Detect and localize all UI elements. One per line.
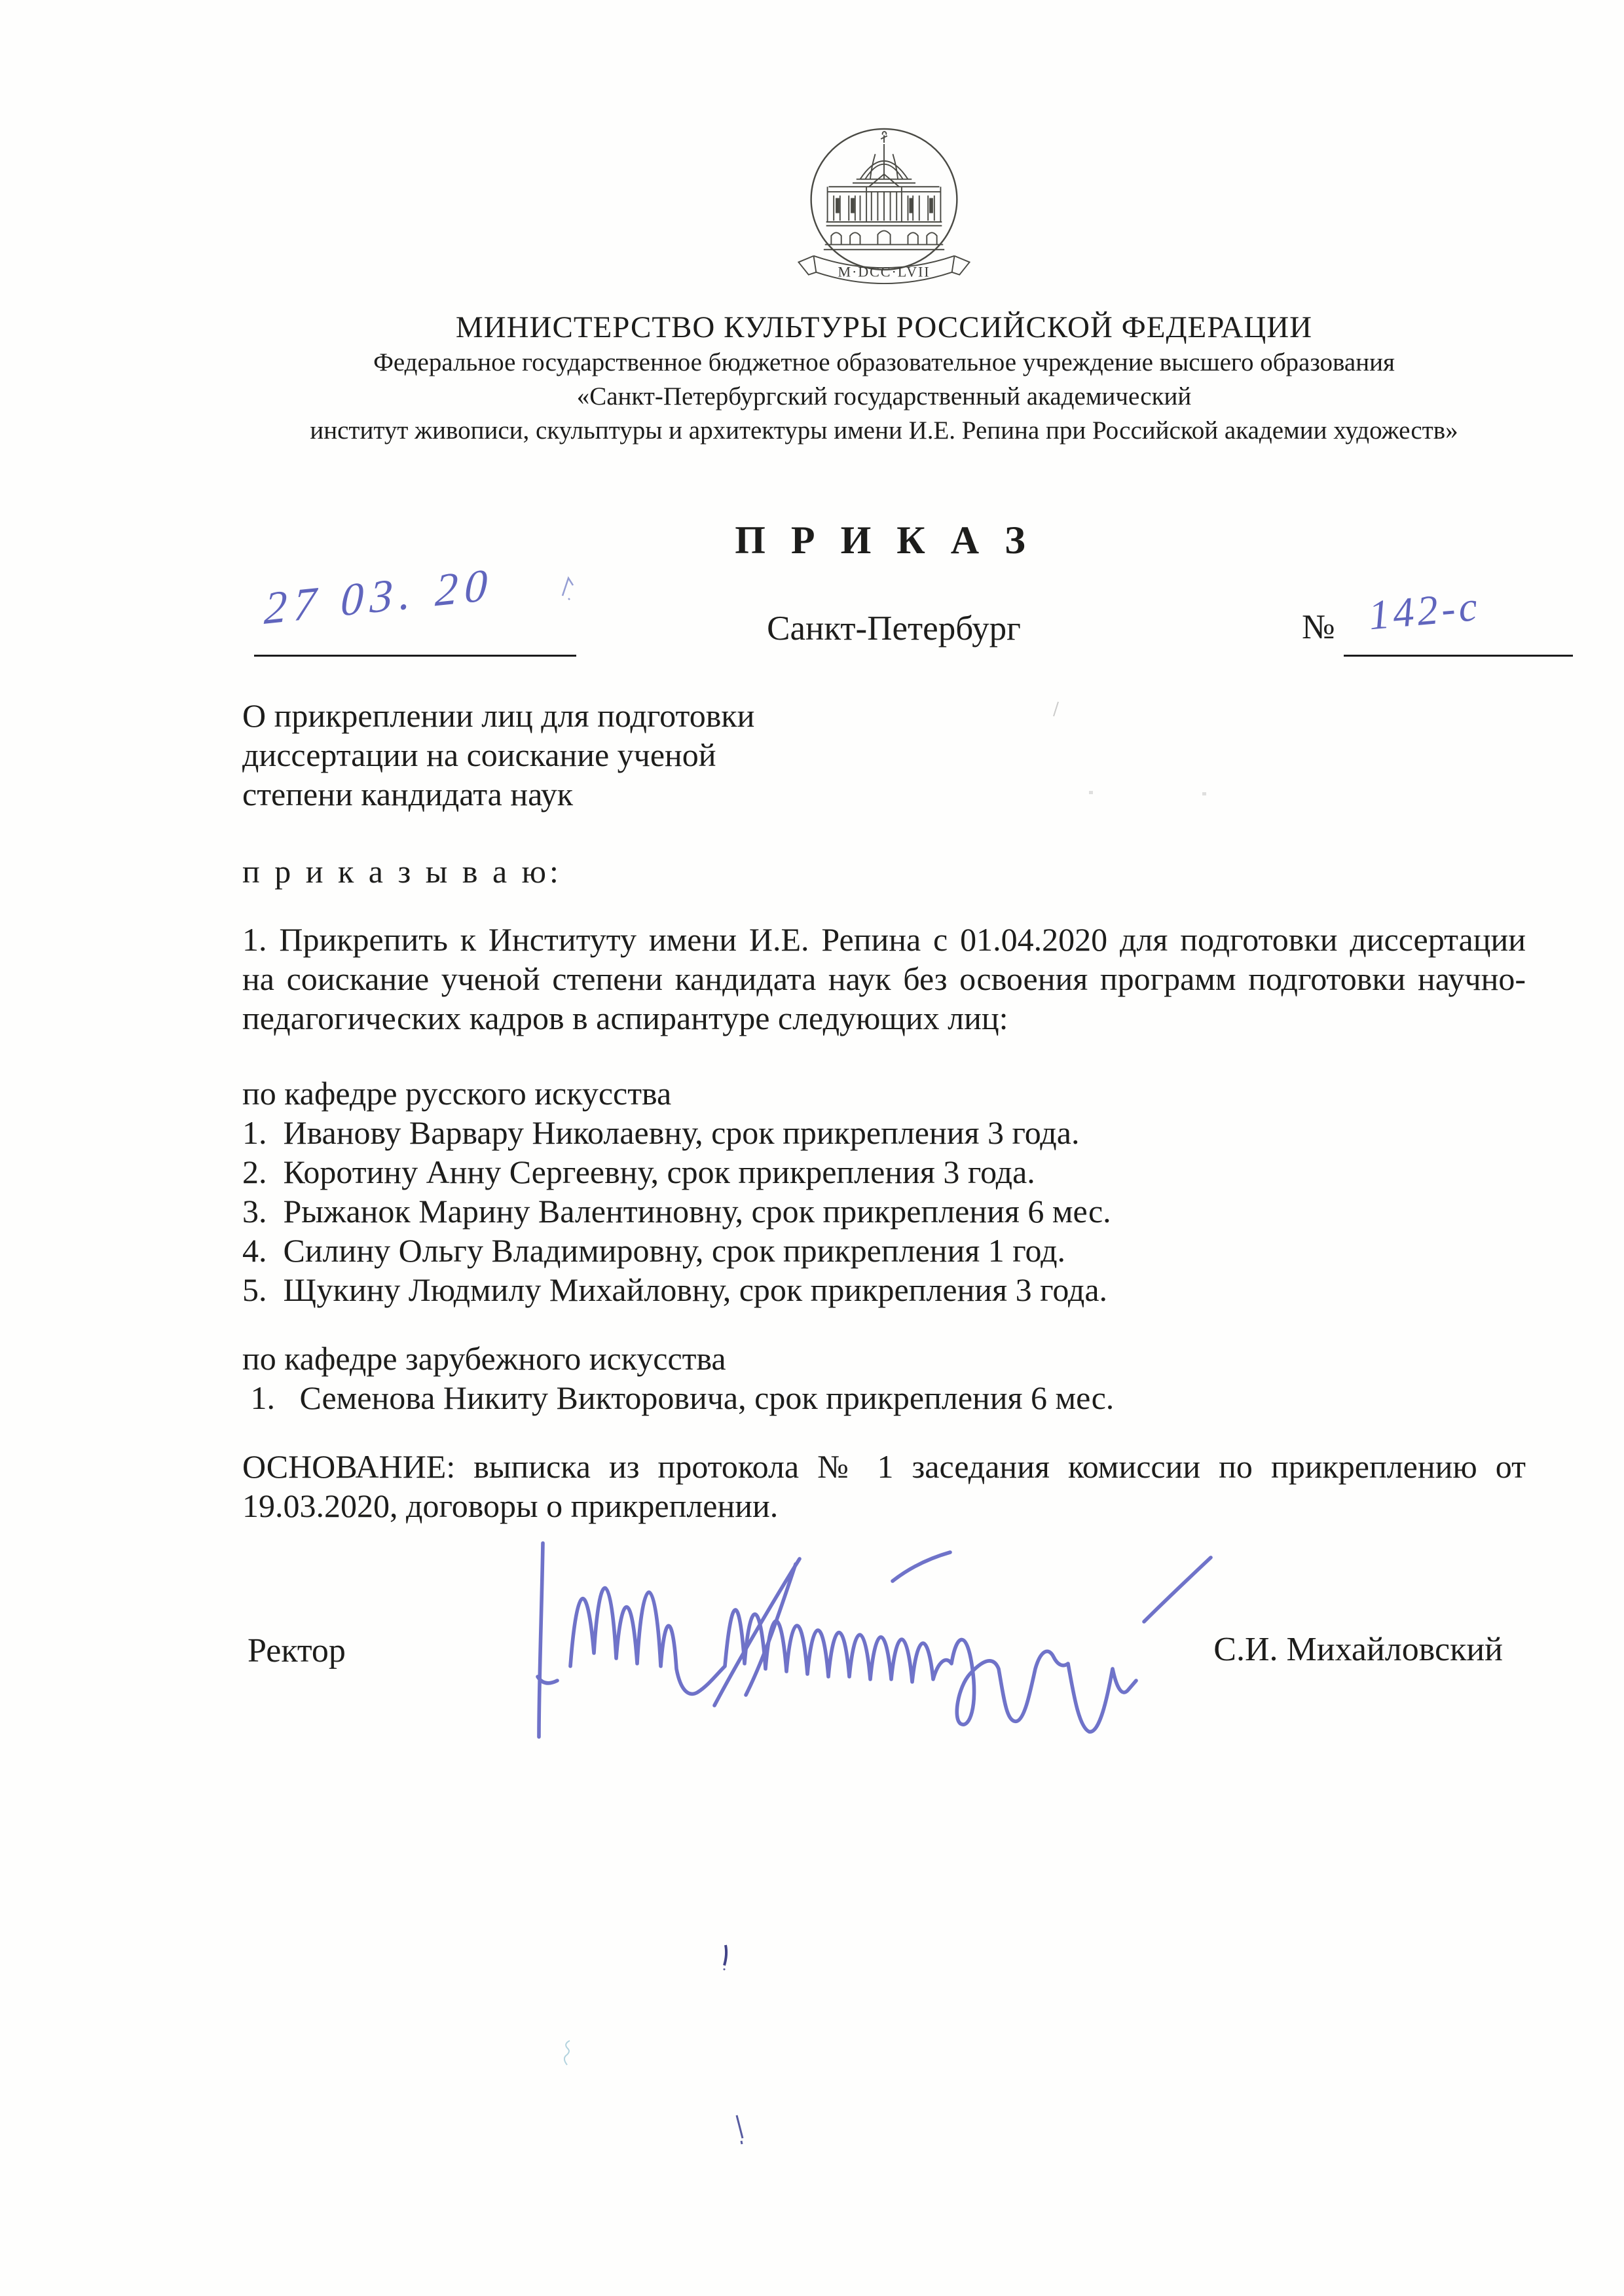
institution-line-2: «Санкт-Петербургский государственный академический — [576, 382, 1192, 410]
department-heading: по кафедре русского искусства — [242, 1075, 672, 1112]
list-item: 2. Коротину Анну Сергеевну, срок прикрепления 3 года. — [242, 1154, 1035, 1190]
city-label: Санкт-Петербург — [767, 610, 1021, 647]
signer-position-label: Ректор — [248, 1632, 346, 1669]
number-sign: № — [1302, 608, 1335, 646]
department-foreign-art — [242, 1339, 1526, 1417]
basis-line: 19.03.2020, договоры о прикреплении. — [242, 1487, 779, 1524]
date-underline — [254, 655, 576, 657]
subject-line: степени кандидата наук — [242, 776, 574, 812]
list-item: 5. Щукину Людмилу Михайловну, срок прикрепления 3 года. — [242, 1271, 1108, 1308]
order-paragraph — [242, 920, 1526, 1038]
document-body — [242, 696, 1526, 1525]
number-underline — [1344, 655, 1573, 657]
signer-name: С.И. Михайловский — [1213, 1631, 1503, 1668]
ministry-line: МИНИСТЕРСТВО КУЛЬТУРЫ РОССИЙСКОЙ ФЕДЕРАЦИИ — [455, 310, 1313, 344]
paragraph-line: на соискание ученой степени кандидата наук без освоения программ подготовки научно- — [242, 960, 1526, 997]
emblem-banner-text: M·DCC·LVII — [838, 263, 931, 280]
ink-mark-artifact — [720, 1943, 731, 1972]
handwritten-number: 142-с — [1367, 582, 1483, 639]
emblem-window — [836, 198, 840, 213]
institution-line-3: институт живописи, скульптуры и архитектуры имени И.Е. Репина при Российской академии художеств» — [310, 416, 1458, 445]
emblem-window — [909, 198, 913, 213]
paragraph-line: 1. Прикрепить к Институту имени И.Е. Репина с 01.04.2020 для подготовки диссертации — [242, 921, 1526, 958]
list-item: 1. Семенова Никиту Викторовича, срок прикрепления 6 мес. — [242, 1379, 1115, 1416]
institution-line-1: Федеральное государственное бюджетное образовательное учреждение высшего образования — [373, 348, 1395, 376]
letterhead — [242, 119, 1526, 448]
document-title: П Р И К А З — [735, 519, 1033, 562]
subject-line: диссертации на соискание ученой — [242, 737, 716, 773]
basis-block — [242, 1447, 1526, 1525]
list-item: 4. Силину Ольгу Владимировну, срок прикрепления 1 год. — [242, 1232, 1066, 1269]
scan-speck — [1089, 791, 1093, 794]
list-item: 1. Иванову Варвару Николаевну, срок прикрепления 3 года. — [242, 1114, 1080, 1151]
decree-word: п р и к а з ы в а ю: — [242, 853, 562, 890]
academy-emblem-icon — [790, 119, 978, 293]
list-item: 3. Рыжанок Марину Валентиновну, срок прикрепления 6 мес. — [242, 1193, 1111, 1230]
ink-mark-artifact — [559, 2039, 575, 2069]
department-russian-art — [242, 1074, 1526, 1309]
emblem-window — [851, 198, 855, 213]
scan-speck — [1202, 792, 1206, 795]
emblem-window — [929, 198, 933, 213]
paragraph-line: педагогических кадров в аспирантуре следующих лиц: — [242, 1000, 1008, 1036]
basis-line: ОСНОВАНИЕ: выписка из протокола № 1 заседания комиссии по прикреплению от — [242, 1448, 1526, 1485]
subject-block — [242, 696, 1526, 814]
ink-mark-artifact — [561, 575, 578, 601]
handwritten-date: 27 03. 20 — [263, 559, 495, 634]
department-heading: по кафедре зарубежного искусства — [242, 1340, 726, 1377]
subject-line: О прикреплении лиц для подготовки — [242, 697, 755, 734]
scan-speck — [1052, 701, 1061, 718]
ink-mark-artifact — [733, 2113, 747, 2146]
